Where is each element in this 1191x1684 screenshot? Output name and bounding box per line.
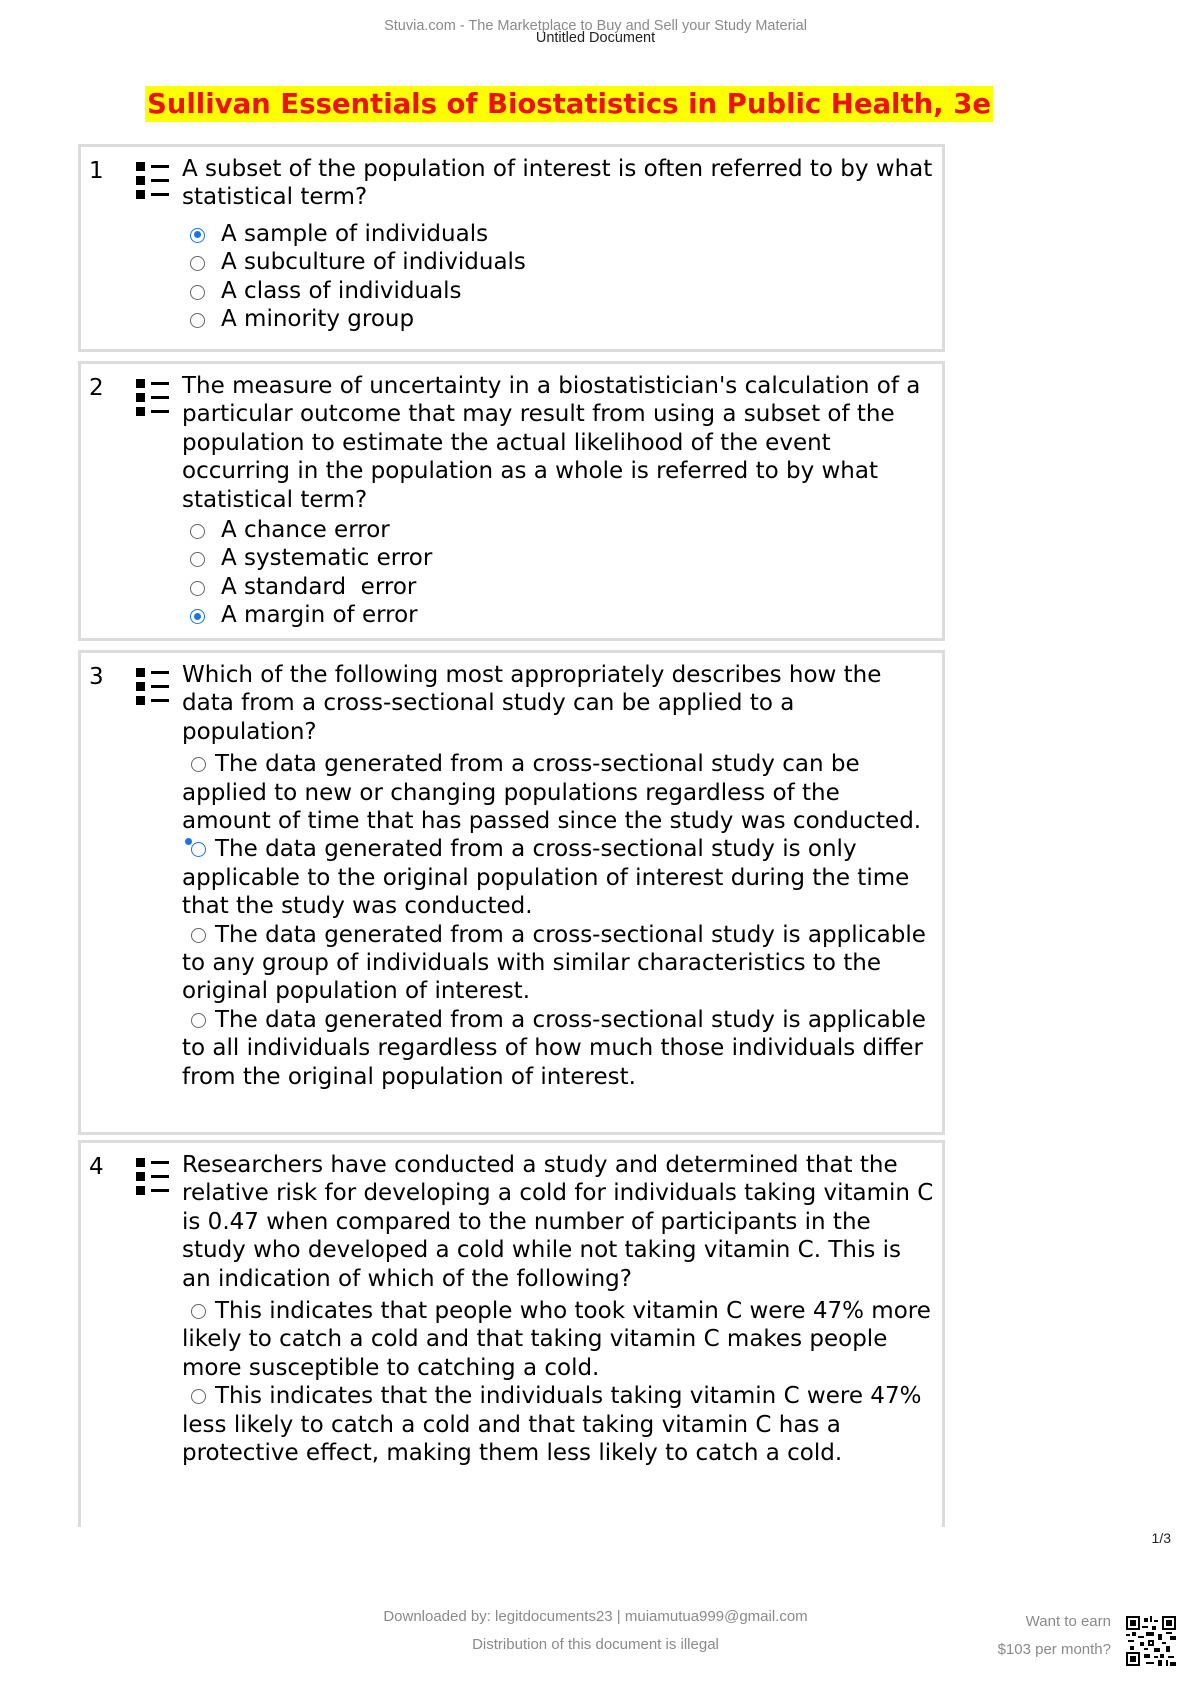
answer-option[interactable] bbox=[182, 1297, 934, 1382]
question-body bbox=[182, 155, 934, 333]
option-label: The data generated from a cross-sectional study is applicable to all individuals regardless of how much those individuals differ from the original population of interest. bbox=[182, 1006, 926, 1090]
answer-option[interactable] bbox=[182, 921, 934, 1006]
question-card-4 bbox=[78, 1140, 945, 1527]
option-label: A minority group bbox=[221, 306, 415, 333]
answer-option[interactable] bbox=[182, 277, 934, 305]
question-text: Which of the following most appropriately describes how the data from a cross-sectional study can be applied to a population? bbox=[182, 662, 882, 745]
option-label: The data generated from a cross-sectional study can be applied to new or changing populations regardless of the amount of time that has passed since the study was conducted. bbox=[182, 751, 922, 835]
question-list-icon bbox=[135, 161, 171, 205]
option-label: This indicates that people who took vitamin C were 47% more likely to catch a cold and that taking vitamin C makes people more susceptible to catching a cold. bbox=[182, 1298, 931, 1381]
option-label: A margin of error bbox=[221, 602, 418, 629]
radio-button[interactable] bbox=[190, 524, 205, 539]
option-label: This indicates that the individuals taking vitamin C were 47% less likely to catch a cold and that taking vitamin C has a protective effect, making them less likely to catch a cold. bbox=[182, 1383, 922, 1467]
answer-option[interactable] bbox=[182, 1382, 934, 1467]
question-list-icon bbox=[135, 378, 171, 422]
distribution-notice: Distribution of this document is illegal bbox=[472, 1636, 719, 1653]
question-text: Researchers have conducted a study and determined that the relative risk for developing a cold for individuals taking vitamin C is 0.47 when compared to the number of participants in the study who developed a cold while not taking vitamin C. This is an indication of which of the following? bbox=[182, 1152, 934, 1292]
radio-button-selected[interactable] bbox=[190, 609, 205, 624]
page-number: 1/3 bbox=[1151, 1530, 1171, 1546]
radio-button[interactable] bbox=[191, 928, 206, 943]
answer-option[interactable] bbox=[182, 835, 934, 920]
option-label: A standard error bbox=[221, 573, 417, 600]
option-label: A chance error bbox=[221, 517, 390, 544]
option-label: A class of individuals bbox=[221, 277, 462, 304]
promo-line-2: $103 per month? bbox=[997, 1641, 1111, 1658]
radio-button-selected[interactable] bbox=[191, 842, 206, 857]
question-body bbox=[182, 661, 934, 1091]
question-text: A subset of the population of interest is often referred to by what statistical term? bbox=[182, 156, 933, 211]
question-card-2 bbox=[78, 361, 945, 641]
promo-line-1: Want to earn bbox=[1025, 1613, 1111, 1630]
answer-options bbox=[182, 516, 934, 630]
question-body bbox=[182, 1151, 934, 1467]
answer-options bbox=[182, 750, 934, 1091]
answer-option[interactable] bbox=[182, 1006, 934, 1091]
option-label: The data generated from a cross-sectional study is only applicable to the original population of interest during the time that the study was conducted. bbox=[182, 836, 910, 920]
answer-option[interactable] bbox=[182, 544, 934, 572]
radio-button[interactable] bbox=[190, 256, 205, 271]
document-title: Untitled Document bbox=[535, 30, 656, 46]
radio-button-selected[interactable] bbox=[190, 228, 205, 243]
radio-button[interactable] bbox=[191, 1304, 206, 1319]
radio-button[interactable] bbox=[190, 313, 205, 328]
stuvia-watermark: Stuvia.com - The Marketplace to Buy and Sell your Study Material bbox=[384, 18, 807, 34]
radio-button[interactable] bbox=[190, 552, 205, 567]
radio-button[interactable] bbox=[190, 581, 205, 596]
headline-container bbox=[145, 86, 993, 122]
question-body bbox=[182, 372, 934, 630]
question-number: 2 bbox=[89, 375, 104, 401]
question-number: 1 bbox=[89, 158, 104, 184]
option-label: A systematic error bbox=[221, 545, 433, 572]
question-number: 3 bbox=[89, 664, 104, 690]
answer-option[interactable] bbox=[182, 305, 934, 333]
answer-option[interactable] bbox=[182, 220, 934, 248]
answer-option[interactable] bbox=[182, 248, 934, 276]
answer-options bbox=[182, 1297, 934, 1467]
question-list-icon bbox=[135, 667, 171, 711]
radio-button[interactable] bbox=[191, 757, 206, 772]
option-label: A subculture of individuals bbox=[221, 249, 526, 276]
option-label: A sample of individuals bbox=[221, 220, 489, 247]
headline: Sullivan Essentials of Biostatistics in Public Health, 3e bbox=[147, 88, 991, 120]
answer-options bbox=[182, 220, 934, 334]
radio-button[interactable] bbox=[190, 285, 205, 300]
answer-option[interactable] bbox=[182, 750, 934, 835]
answer-option[interactable] bbox=[182, 516, 934, 544]
question-number: 4 bbox=[89, 1154, 104, 1180]
question-card-3 bbox=[78, 650, 945, 1135]
question-list-icon bbox=[135, 1157, 171, 1201]
answer-option[interactable] bbox=[182, 573, 934, 601]
downloaded-by: Downloaded by: legitdocuments23 | muiamutua999@gmail.com bbox=[383, 1608, 808, 1625]
question-text: The measure of uncertainty in a biostatistician's calculation of a particular outcome that may result from using a subset of the population to estimate the actual likelihood of the event occurring in the population as a whole is referred to by what statistical term? bbox=[182, 373, 921, 513]
question-card-1 bbox=[78, 144, 945, 352]
radio-button[interactable] bbox=[191, 1389, 206, 1404]
qr-code[interactable] bbox=[1126, 1616, 1176, 1666]
radio-button[interactable] bbox=[191, 1013, 206, 1028]
answer-option[interactable] bbox=[182, 601, 934, 629]
earn-promo[interactable] bbox=[998, 1608, 1111, 1664]
option-label: The data generated from a cross-sectional study is applicable to any group of individuals with similar characteristics to the original population of interest. bbox=[182, 921, 926, 1005]
